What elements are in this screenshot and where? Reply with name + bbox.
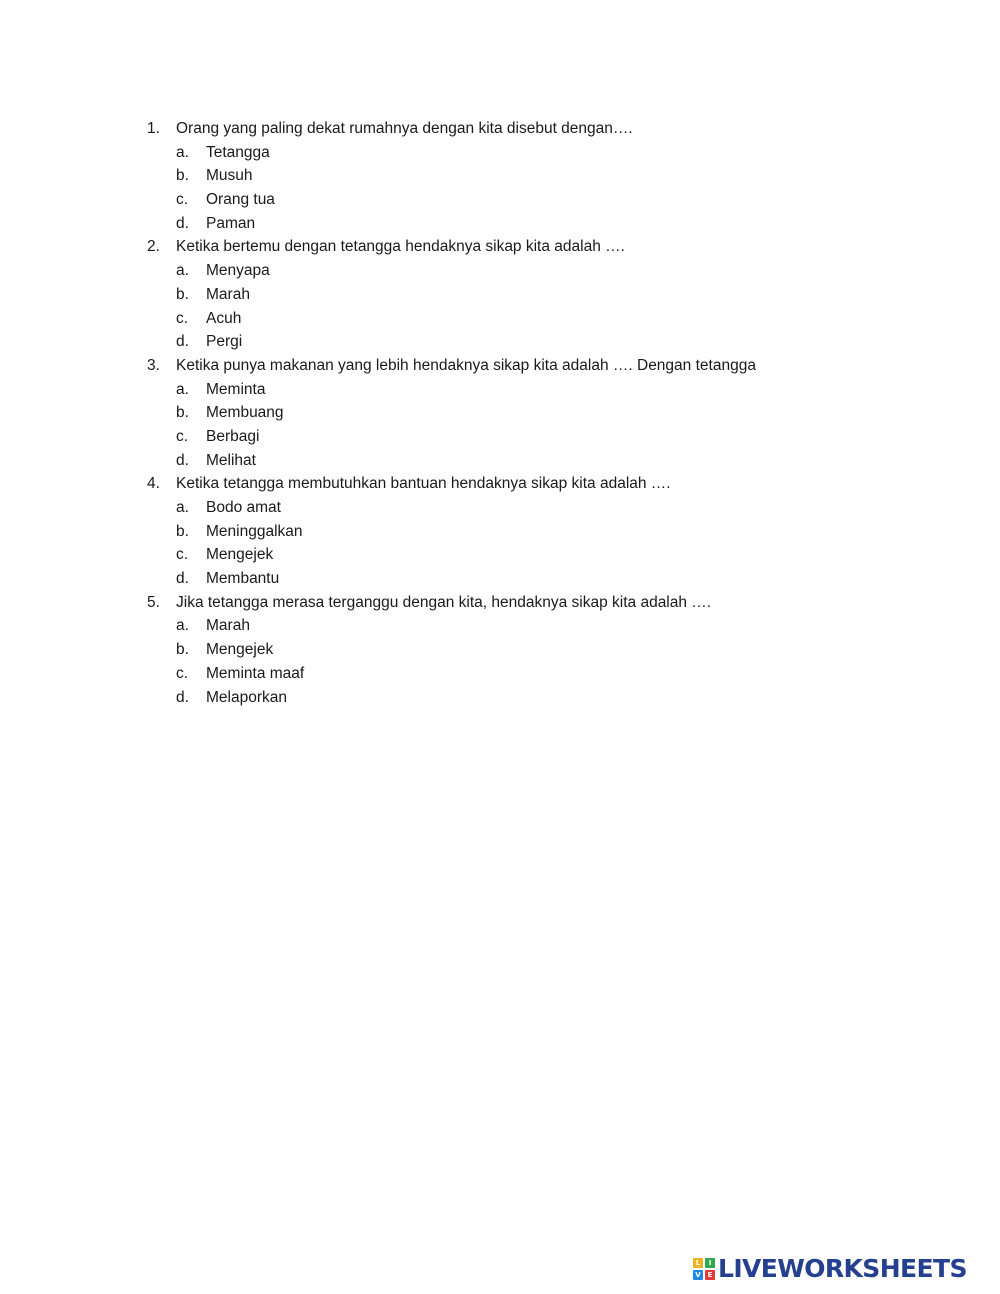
option-text: Paman	[206, 214, 256, 232]
option-b	[147, 638, 927, 662]
option-text: Berbagi	[206, 427, 260, 445]
option-b	[147, 283, 927, 307]
option-letter: c.	[176, 309, 189, 327]
option-d	[147, 686, 927, 710]
option-c	[147, 425, 927, 449]
option-c	[147, 307, 927, 331]
option-a	[147, 378, 927, 402]
question-number: 5.	[147, 593, 160, 611]
option-text: Membantu	[206, 570, 280, 588]
question-text: Ketika bertemu dengan tetangga hendaknya sikap kita adalah ….	[176, 238, 625, 256]
option-text: Meminta maaf	[206, 664, 305, 682]
question-text: Ketika tetangga membutuhkan bantuan hendaknya sikap kita adalah ….	[176, 475, 671, 493]
option-letter: b.	[176, 285, 189, 303]
option-letter: d.	[176, 570, 189, 588]
option-letter: b.	[176, 641, 189, 659]
option-text: Melihat	[206, 451, 256, 469]
brand-mark-tile: I	[705, 1258, 715, 1268]
option-d	[147, 330, 927, 354]
option-text: Orang tua	[206, 191, 275, 209]
option-text: Pergi	[206, 333, 243, 351]
question-2	[147, 235, 927, 353]
option-a	[147, 614, 927, 638]
option-letter: c.	[176, 664, 189, 682]
option-letter: a.	[176, 380, 189, 398]
option-text: Melaporkan	[206, 688, 287, 706]
brand-mark-tile: L	[693, 1258, 703, 1268]
option-letter: a.	[176, 262, 189, 280]
option-text: Acuh	[206, 309, 242, 327]
question-stem	[147, 117, 927, 141]
question-number: 1.	[147, 120, 160, 137]
question-stem	[147, 591, 927, 615]
brand-mark-tile: V	[693, 1270, 703, 1280]
question-text: Orang yang paling dekat rumahnya dengan kita disebut dengan….	[176, 120, 633, 137]
worksheet	[147, 117, 927, 709]
option-letter: a.	[176, 617, 189, 635]
option-letter: d.	[176, 214, 189, 232]
option-text: Mengejek	[206, 641, 274, 659]
option-a	[147, 259, 927, 283]
question-text: Jika tetangga merasa terganggu dengan kita, hendaknya sikap kita adalah ….	[176, 593, 712, 611]
question-5	[147, 591, 927, 709]
question-4	[147, 472, 927, 590]
option-text: Menyapa	[206, 262, 270, 280]
option-letter: d.	[176, 333, 189, 351]
question-stem	[147, 472, 927, 496]
brand-mark-tile: E	[705, 1270, 715, 1280]
brand-mark-icon	[693, 1258, 715, 1280]
question-3	[147, 354, 927, 472]
option-letter: d.	[176, 451, 189, 469]
question-stem	[147, 235, 927, 259]
option-letter: b.	[176, 404, 189, 422]
option-text: Meminta	[206, 380, 266, 398]
option-letter: a.	[176, 143, 189, 161]
question-number: 4.	[147, 475, 160, 493]
option-text: Marah	[206, 285, 250, 303]
brand-name: LIVEWORKSHEETS	[718, 1254, 967, 1283]
option-letter: c.	[176, 191, 189, 209]
option-d	[147, 449, 927, 473]
option-letter: b.	[176, 167, 189, 185]
option-c	[147, 188, 927, 212]
option-c	[147, 662, 927, 686]
option-text: Marah	[206, 617, 250, 635]
option-text: Mengejek	[206, 546, 274, 564]
option-text: Tetangga	[206, 143, 270, 161]
liveworksheets-logo	[693, 1255, 967, 1283]
question-number: 2.	[147, 238, 160, 256]
option-text: Meninggalkan	[206, 522, 303, 540]
option-text: Bodo amat	[206, 499, 281, 516]
question-stem	[147, 354, 927, 378]
option-letter: a.	[176, 499, 189, 516]
question-text: Ketika punya makanan yang lebih hendaknya sikap kita adalah …. Dengan tetangga	[176, 356, 756, 374]
option-c	[147, 543, 927, 567]
option-letter: c.	[176, 427, 189, 445]
option-d	[147, 567, 927, 591]
option-letter: b.	[176, 522, 189, 540]
option-d	[147, 212, 927, 236]
option-text: Membuang	[206, 404, 284, 422]
option-b	[147, 164, 927, 188]
question-number: 3.	[147, 356, 160, 374]
option-letter: d.	[176, 688, 189, 706]
question-1	[147, 117, 927, 235]
option-text: Musuh	[206, 167, 253, 185]
option-a	[147, 496, 927, 520]
option-letter: c.	[176, 546, 189, 564]
option-a	[147, 141, 927, 165]
option-b	[147, 520, 927, 544]
option-b	[147, 401, 927, 425]
